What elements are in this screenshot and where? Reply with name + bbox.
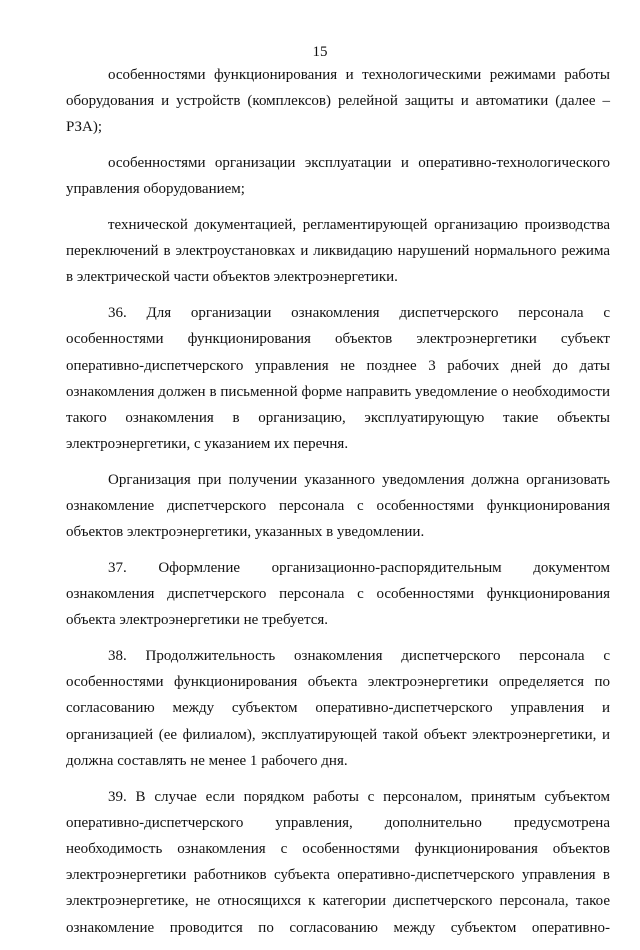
paragraph-clause-37: 37. Оформление организационно-распорядительным документом ознакомления диспетчерского персонала с особенностями функционирования объекта электроэнергетики не требуется.: [66, 559, 610, 629]
body-text: [66, 62, 610, 950]
paragraph-clause-38: 38. Продолжительность ознакомления диспетчерского персонала с особенностями функционирования объекта электроэнергетики определяется по согласованию между субъектом оперативно-диспетчерского управления и организацией (ее филиалом), эксплуатирующей такой объект электроэнергетики, и должна составлять не менее 1 рабочего дня.: [66, 648, 610, 769]
page-number: 15: [312, 44, 328, 60]
paragraph-notification-response: Организация при получении указанного уведомления должна организовать ознакомление диспетчерского персонала с особенностями функционирования объектов электроэнергетики, указанных в уведомлении.: [66, 471, 610, 541]
paragraph-clause-36: 36. Для организации ознакомления диспетчерского персонала с особенностями функционирования объектов электроэнергетики субъект оперативно-диспетчерского управления не позднее 3 рабочих дней до даты ознакомления должен в письменной форме направить уведомление о необходимости такого ознакомления в организацию, эксплуатирующую такие объекты электроэнергетики, с указанием их перечня.: [66, 305, 610, 453]
paragraph-clause-39: 39. В случае если порядком работы с персоналом, принятым субъектом оперативно-диспетчерского управления, дополнительно предусмотрена необходимость ознакомления с особенностями функционирования объектов электроэнергетики работников субъекта оперативно-диспетчерского управления в электроэнергетике, не относящихся к категории диспетчерского персонала, такое ознакомление проводится по согласованию между субъектом оперативно-: [66, 788, 610, 936]
paragraph-operation-features: особенностями организации эксплуатации и оперативно-технологического управления оборудованием;: [66, 155, 610, 198]
paragraph-rza-features: особенностями функционирования и технологическими режимами работы оборудования и устройств (комплексов) релейной защиты и автоматики (далее – РЗА);: [66, 67, 610, 136]
paragraph-technical-documentation: технической документацией, регламентирующей организацию производства переключений в электроустановках и ликвидацию нарушений нормального режима в электрической части объектов электроэнергетики.: [66, 217, 610, 286]
